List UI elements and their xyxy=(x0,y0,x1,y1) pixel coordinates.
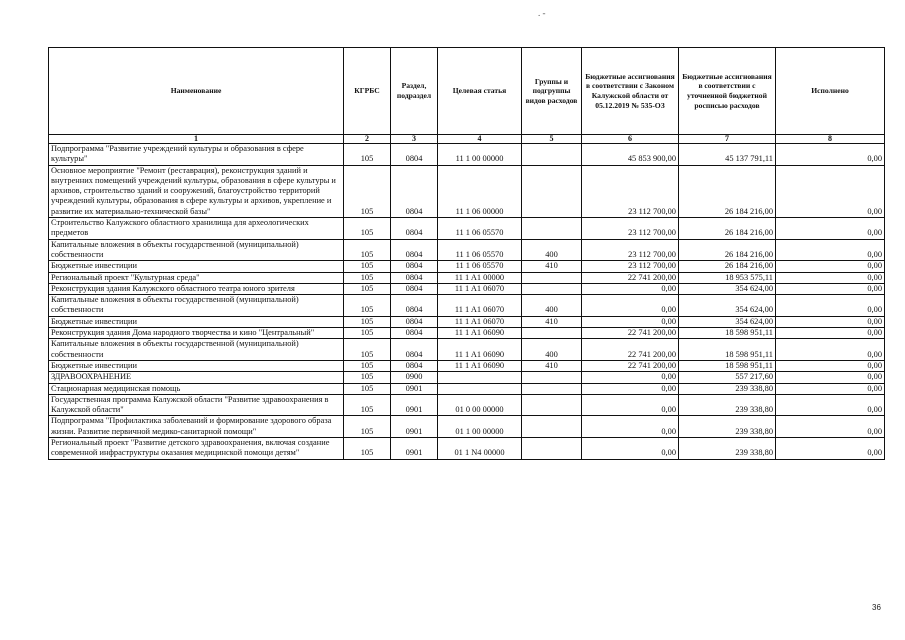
row-group xyxy=(522,372,582,383)
row-kgrbs: 105 xyxy=(344,316,391,327)
row-group: 410 xyxy=(522,261,582,272)
table-row xyxy=(49,438,885,460)
row-budget-refined: 26 184 216,00 xyxy=(679,239,776,261)
row-target xyxy=(438,383,522,394)
row-executed: 0,00 xyxy=(776,438,885,460)
row-budget-law: 45 853 900,00 xyxy=(582,144,679,166)
row-section: 0901 xyxy=(391,438,438,460)
row-section: 0804 xyxy=(391,272,438,283)
row-group: 400 xyxy=(522,339,582,361)
row-group xyxy=(522,144,582,166)
row-budget-law: 0,00 xyxy=(582,316,679,327)
table-row xyxy=(49,416,885,438)
header-section: Раздел, подраздел xyxy=(391,48,438,135)
row-section: 0804 xyxy=(391,165,438,217)
row-group xyxy=(522,328,582,339)
row-executed: 0,00 xyxy=(776,339,885,361)
row-executed: 0,00 xyxy=(776,261,885,272)
row-kgrbs: 105 xyxy=(344,239,391,261)
row-budget-law: 0,00 xyxy=(582,438,679,460)
row-target: 11 1 06 00000 xyxy=(438,165,522,217)
row-budget-refined: 354 624,00 xyxy=(679,295,776,317)
row-executed: 0,00 xyxy=(776,165,885,217)
header-budget-law: Бюджетные ассигнования в соответствии с Законом Калужской области от 05.12.2019 № 535-ОЗ xyxy=(582,48,679,135)
row-kgrbs: 105 xyxy=(344,283,391,294)
row-name: Региональный проект "Развитие детского здравоохранения, включая создание современной инфраструктуры оказания медицинской помощи детям" xyxy=(49,438,344,460)
row-budget-refined: 45 137 791,11 xyxy=(679,144,776,166)
row-executed: 0,00 xyxy=(776,372,885,383)
col-num-3: 3 xyxy=(391,135,438,144)
row-budget-refined: 26 184 216,00 xyxy=(679,218,776,240)
row-target: 11 1 06 05570 xyxy=(438,218,522,240)
budget-table xyxy=(48,47,885,460)
row-kgrbs: 105 xyxy=(344,144,391,166)
row-section: 0804 xyxy=(391,328,438,339)
row-executed: 0,00 xyxy=(776,239,885,261)
row-budget-law: 22 741 200,00 xyxy=(582,272,679,283)
row-kgrbs: 105 xyxy=(344,328,391,339)
row-executed: 0,00 xyxy=(776,316,885,327)
table-row xyxy=(49,372,885,383)
row-budget-law: 0,00 xyxy=(582,383,679,394)
row-executed: 0,00 xyxy=(776,218,885,240)
row-budget-refined: 26 184 216,00 xyxy=(679,165,776,217)
row-group: 400 xyxy=(522,295,582,317)
row-group xyxy=(522,272,582,283)
row-target: 11 1 A1 06070 xyxy=(438,295,522,317)
row-name: Капитальные вложения в объекты государственной (муниципальной) собственности xyxy=(49,239,344,261)
table-row xyxy=(49,165,885,217)
row-budget-refined: 239 338,80 xyxy=(679,394,776,416)
row-budget-law: 22 741 200,00 xyxy=(582,360,679,371)
row-target: 11 1 A1 06070 xyxy=(438,316,522,327)
row-name: Строительство Калужского областного хранилища для археологических предметов xyxy=(49,218,344,240)
row-name: Капитальные вложения в объекты государственной (муниципальной) собственности xyxy=(49,295,344,317)
row-budget-refined: 239 338,80 xyxy=(679,438,776,460)
row-budget-law: 23 112 700,00 xyxy=(582,218,679,240)
row-budget-refined: 26 184 216,00 xyxy=(679,261,776,272)
row-budget-law: 0,00 xyxy=(582,283,679,294)
row-target: 11 1 06 05570 xyxy=(438,239,522,261)
row-target: 01 1 00 00000 xyxy=(438,416,522,438)
row-group: 410 xyxy=(522,360,582,371)
row-section: 0804 xyxy=(391,316,438,327)
row-group xyxy=(522,416,582,438)
row-kgrbs: 105 xyxy=(344,272,391,283)
row-executed: 0,00 xyxy=(776,272,885,283)
col-num-5: 5 xyxy=(522,135,582,144)
row-name: Основное мероприятие "Ремонт (реставрация), реконструкция зданий и внутренних помещений учреждений культуры, образования в сфере культуры и архивов, строительство зданий и сооружений, благоустройство территорий учреждений культуры, образования в сфере культуры и архивов, укрепление и развитие их материально-технической базы" xyxy=(49,165,344,217)
row-kgrbs: 105 xyxy=(344,383,391,394)
row-target: 11 1 00 00000 xyxy=(438,144,522,166)
row-executed: 0,00 xyxy=(776,360,885,371)
row-target xyxy=(438,372,522,383)
row-budget-law: 23 112 700,00 xyxy=(582,239,679,261)
row-kgrbs: 105 xyxy=(344,295,391,317)
row-kgrbs: 105 xyxy=(344,416,391,438)
row-executed: 0,00 xyxy=(776,328,885,339)
col-num-1: 1 xyxy=(49,135,344,144)
row-budget-law: 0,00 xyxy=(582,295,679,317)
table-row xyxy=(49,283,885,294)
row-name: Стационарная медицинская помощь xyxy=(49,383,344,394)
row-target: 11 1 A1 06090 xyxy=(438,328,522,339)
row-executed: 0,00 xyxy=(776,295,885,317)
row-group: 410 xyxy=(522,316,582,327)
row-section: 0804 xyxy=(391,218,438,240)
table-row xyxy=(49,383,885,394)
row-name: ЗДРАВООХРАНЕНИЕ xyxy=(49,372,344,383)
row-name: Реконструкция здания Дома народного творчества и кино "Центральный" xyxy=(49,328,344,339)
table-row xyxy=(49,239,885,261)
row-target: 11 1 A1 06090 xyxy=(438,339,522,361)
header-target: Целевая статья xyxy=(438,48,522,135)
col-num-8: 8 xyxy=(776,135,885,144)
row-executed: 0,00 xyxy=(776,383,885,394)
row-group xyxy=(522,383,582,394)
row-section: 0900 xyxy=(391,372,438,383)
row-name: Реконструкция здания Калужского областного театра юного зрителя xyxy=(49,283,344,294)
row-executed: 0,00 xyxy=(776,144,885,166)
table-row xyxy=(49,316,885,327)
row-name: Бюджетные инвестиции xyxy=(49,261,344,272)
row-section: 0804 xyxy=(391,239,438,261)
row-budget-law: 0,00 xyxy=(582,416,679,438)
row-executed: 0,00 xyxy=(776,394,885,416)
table-row xyxy=(49,261,885,272)
row-section: 0804 xyxy=(391,261,438,272)
row-budget-refined: 18 598 951,11 xyxy=(679,328,776,339)
row-budget-refined: 18 598 951,11 xyxy=(679,339,776,361)
row-group xyxy=(522,438,582,460)
row-kgrbs: 105 xyxy=(344,438,391,460)
table-row xyxy=(49,360,885,371)
row-name: Государственная программа Калужской области "Развитие здравоохранения в Калужской области" xyxy=(49,394,344,416)
row-group xyxy=(522,165,582,217)
row-kgrbs: 105 xyxy=(344,261,391,272)
row-section: 0901 xyxy=(391,416,438,438)
row-kgrbs: 105 xyxy=(344,394,391,416)
table-row xyxy=(49,272,885,283)
row-budget-law: 22 741 200,00 xyxy=(582,339,679,361)
header-budget-refined: Бюджетные ассигнования в соответствии с уточненной бюджетной росписью расходов xyxy=(679,48,776,135)
row-budget-law: 23 112 700,00 xyxy=(582,261,679,272)
column-number-row xyxy=(49,135,885,144)
row-name: Капитальные вложения в объекты государственной (муниципальной) собственности xyxy=(49,339,344,361)
row-section: 0804 xyxy=(391,144,438,166)
table-row xyxy=(49,394,885,416)
row-kgrbs: 105 xyxy=(344,372,391,383)
header-executed: Исполнено xyxy=(776,48,885,135)
row-target: 11 1 06 05570 xyxy=(438,261,522,272)
header-name: Наименование xyxy=(49,48,344,135)
row-kgrbs: 105 xyxy=(344,360,391,371)
col-num-7: 7 xyxy=(679,135,776,144)
row-group xyxy=(522,394,582,416)
scan-mark: . - xyxy=(538,8,546,18)
row-budget-refined: 18 598 951,11 xyxy=(679,360,776,371)
row-group: 400 xyxy=(522,239,582,261)
row-kgrbs: 105 xyxy=(344,218,391,240)
row-section: 0804 xyxy=(391,295,438,317)
table-row xyxy=(49,218,885,240)
row-section: 0901 xyxy=(391,394,438,416)
row-budget-law: 0,00 xyxy=(582,372,679,383)
row-executed: 0,00 xyxy=(776,283,885,294)
table-row xyxy=(49,144,885,166)
row-executed: 0,00 xyxy=(776,416,885,438)
row-budget-refined: 354 624,00 xyxy=(679,283,776,294)
row-budget-law: 22 741 200,00 xyxy=(582,328,679,339)
header-groups: Группы и подгруппы видов расходов xyxy=(522,48,582,135)
row-target: 01 1 N4 00000 xyxy=(438,438,522,460)
table-row xyxy=(49,339,885,361)
row-name: Бюджетные инвестиции xyxy=(49,360,344,371)
row-budget-refined: 18 953 575,11 xyxy=(679,272,776,283)
row-name: Региональный проект "Культурная среда" xyxy=(49,272,344,283)
row-name: Бюджетные инвестиции xyxy=(49,316,344,327)
row-name: Подпрограмма "Профилактика заболеваний и формирование здорового образа жизни. Развитие первичной медико-санитарной помощи" xyxy=(49,416,344,438)
row-section: 0804 xyxy=(391,283,438,294)
row-kgrbs: 105 xyxy=(344,339,391,361)
page-number: 36 xyxy=(872,603,881,612)
row-target: 01 0 00 00000 xyxy=(438,394,522,416)
row-target: 11 1 A1 06090 xyxy=(438,360,522,371)
row-budget-refined: 239 338,80 xyxy=(679,383,776,394)
row-target: 11 1 A1 00000 xyxy=(438,272,522,283)
col-num-6: 6 xyxy=(582,135,679,144)
row-kgrbs: 105 xyxy=(344,165,391,217)
row-budget-law: 23 112 700,00 xyxy=(582,165,679,217)
row-section: 0804 xyxy=(391,339,438,361)
row-section: 0804 xyxy=(391,360,438,371)
header-kgrbs: КГРБС xyxy=(344,48,391,135)
row-name: Подпрограмма "Развитие учреждений культуры и образования в сфере культуры" xyxy=(49,144,344,166)
row-budget-refined: 354 624,00 xyxy=(679,316,776,327)
row-section: 0901 xyxy=(391,383,438,394)
row-target: 11 1 A1 06070 xyxy=(438,283,522,294)
row-budget-refined: 239 338,80 xyxy=(679,416,776,438)
row-budget-law: 0,00 xyxy=(582,394,679,416)
col-num-2: 2 xyxy=(344,135,391,144)
row-group xyxy=(522,283,582,294)
row-budget-refined: 557 217,60 xyxy=(679,372,776,383)
header-row xyxy=(49,48,885,135)
col-num-4: 4 xyxy=(438,135,522,144)
table-row xyxy=(49,295,885,317)
row-group xyxy=(522,218,582,240)
table-row xyxy=(49,328,885,339)
